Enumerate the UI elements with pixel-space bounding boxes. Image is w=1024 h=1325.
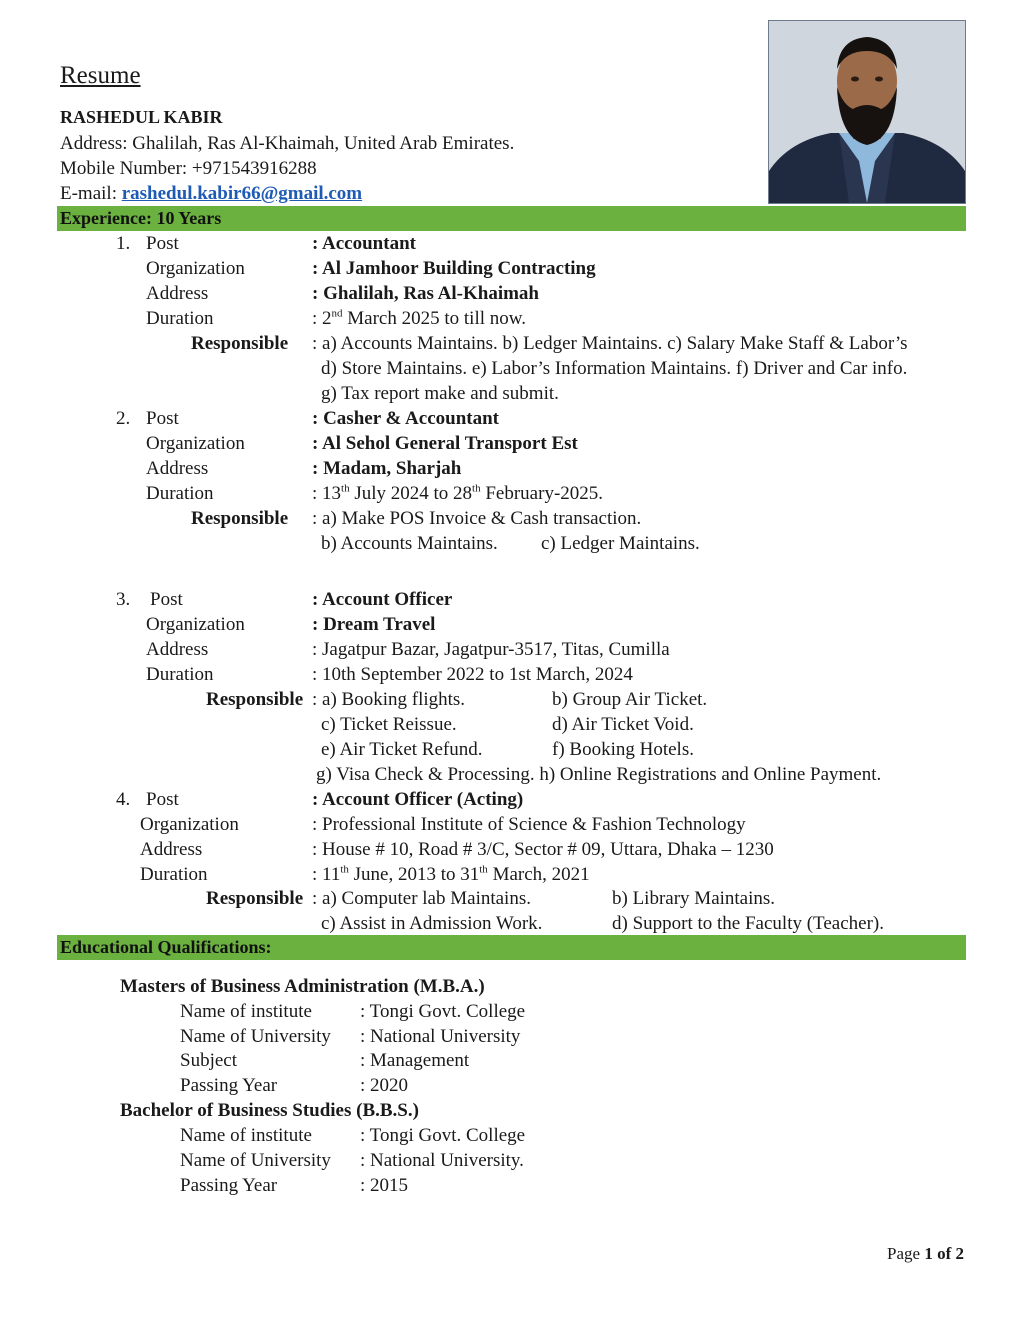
job-post: : Account Officer	[312, 589, 453, 610]
responsibility-line: b) Group Air Ticket.	[552, 689, 708, 710]
job-address: : Jagatpur Bazar, Jagatpur-3517, Titas, Cumilla	[312, 639, 670, 660]
duration-sup: th	[472, 482, 481, 495]
edu-label: Subject	[180, 1050, 237, 1071]
label-post: Post	[150, 589, 183, 610]
job-number: 2.	[116, 408, 131, 429]
label-post: Post	[146, 408, 179, 429]
duration-part: : 13	[312, 483, 342, 504]
page-number	[887, 1244, 964, 1264]
duration-part: July 2024 to 28	[349, 483, 473, 504]
job-post: : Account Officer (Acting)	[312, 789, 524, 810]
responsibility-line: f) Booking Hotels.	[552, 739, 694, 760]
portrait-illustration	[769, 21, 965, 203]
experience-heading-bar	[57, 206, 966, 231]
job-post: : Casher & Accountant	[312, 408, 500, 429]
page-total: 2	[955, 1244, 964, 1263]
edu-value: : 2015	[360, 1175, 409, 1196]
edu-label: Name of institute	[180, 1001, 312, 1022]
edu-label: Name of University	[180, 1150, 331, 1171]
label-responsible: Responsible	[206, 689, 304, 710]
job-address: : Ghalilah, Ras Al-Khaimah	[312, 283, 539, 304]
responsibility-line: b) Accounts Maintains.	[321, 533, 498, 554]
label-responsible: Responsible	[191, 333, 289, 354]
education-heading-bar	[57, 935, 966, 960]
page-current: 1	[924, 1244, 933, 1263]
job-organization: : Al Jamhoor Building Contracting	[312, 258, 596, 279]
edu-value: : National University.	[360, 1150, 524, 1171]
duration-part: : 11	[312, 864, 341, 885]
job-number: 3.	[116, 589, 131, 610]
edu-label: Name of University	[180, 1026, 331, 1047]
contact-address: Address: Ghalilah, Ras Al-Khaimah, United Arab Emirates.	[60, 133, 515, 154]
duration-sup: th	[341, 482, 350, 495]
edu-value: : Tongi Govt. College	[360, 1001, 526, 1022]
responsibility-line: g) Tax report make and submit.	[321, 383, 559, 404]
job-organization: : Dream Travel	[312, 614, 436, 635]
responsibility-line: : a) Accounts Maintains. b) Ledger Maintains. c) Salary Make Staff & Labor’s	[312, 333, 908, 354]
job-number: 1.	[116, 233, 131, 254]
responsibility-line: d) Air Ticket Void.	[552, 714, 694, 735]
responsibility-line: b) Library Maintains.	[612, 888, 776, 909]
label-address: Address	[146, 283, 209, 304]
duration-part: : 2	[312, 308, 332, 329]
job-organization: : Professional Institute of Science & Fashion Technology	[312, 814, 746, 835]
job-duration: : 10th September 2022 to 1st March, 2024	[312, 664, 633, 685]
label-duration: Duration	[140, 864, 208, 885]
job-duration	[312, 862, 590, 887]
degree-title: Bachelor of Business Studies (B.B.S.)	[120, 1100, 419, 1121]
responsibility-line: : a) Make POS Invoice & Cash transaction.	[312, 508, 642, 529]
duration-sup: th	[479, 863, 488, 876]
email-label: E-mail:	[60, 183, 122, 204]
degree-title: Masters of Business Administration (M.B.A.)	[120, 976, 485, 997]
resume-title: Resume	[60, 62, 141, 89]
job-organization: : Al Sehol General Transport Est	[312, 433, 578, 454]
responsibility-line: c) Ticket Reissue.	[321, 714, 457, 735]
responsibility-line: : a) Computer lab Maintains.	[312, 888, 531, 909]
responsibility-line: : a) Booking flights.	[312, 689, 466, 710]
label-duration: Duration	[146, 664, 214, 685]
label-organization: Organization	[140, 814, 239, 835]
label-address: Address	[140, 839, 203, 860]
responsibility-line: d) Store Maintains. e) Labor’s Information Maintains. f) Driver and Car info.	[321, 358, 908, 379]
responsibility-line: c) Assist in Admission Work.	[321, 913, 543, 934]
edu-label: Passing Year	[180, 1075, 278, 1096]
label-responsible: Responsible	[191, 508, 289, 529]
job-post: : Accountant	[312, 233, 416, 254]
responsibility-line: e) Air Ticket Refund.	[321, 739, 483, 760]
job-address: : Madam, Sharjah	[312, 458, 462, 479]
profile-photo	[768, 20, 966, 204]
label-responsible: Responsible	[206, 888, 304, 909]
edu-label: Passing Year	[180, 1175, 278, 1196]
edu-value: : Tongi Govt. College	[360, 1125, 526, 1146]
candidate-name: RASHEDUL KABIR	[60, 107, 223, 127]
contact-email	[60, 181, 362, 206]
label-organization: Organization	[146, 433, 245, 454]
responsibility-line: c) Ledger Maintains.	[541, 533, 700, 554]
job-address: : House # 10, Road # 3/C, Sector # 09, Uttara, Dhaka – 1230	[312, 839, 774, 860]
duration-part: February-2025.	[480, 483, 604, 504]
responsibility-line: d) Support to the Faculty (Teacher).	[612, 913, 884, 934]
duration-part: March, 2021	[487, 864, 590, 885]
label-organization: Organization	[146, 614, 245, 635]
job-duration	[312, 306, 526, 331]
education-heading: Educational Qualifications:	[60, 937, 272, 957]
responsibility-line: g) Visa Check & Processing. h) Online Registrations and Online Payment.	[316, 764, 882, 785]
contact-mobile: Mobile Number: +971543916288	[60, 158, 317, 179]
page-prefix: Page	[887, 1244, 925, 1263]
duration-part: June, 2013 to 31	[348, 864, 480, 885]
job-duration	[312, 481, 603, 506]
page-of: of	[932, 1244, 956, 1263]
duration-sup: th	[340, 863, 349, 876]
label-post: Post	[146, 789, 179, 810]
edu-value: : National University	[360, 1026, 521, 1047]
label-address: Address	[146, 458, 209, 479]
label-organization: Organization	[146, 258, 245, 279]
duration-sup: nd	[331, 307, 343, 320]
label-address: Address	[146, 639, 209, 660]
duration-part: March 2025 to till now.	[342, 308, 526, 329]
email-link[interactable]: rashedul.kabir66@gmail.com	[121, 183, 363, 204]
edu-value: : Management	[360, 1050, 470, 1071]
label-duration: Duration	[146, 308, 214, 329]
label-duration: Duration	[146, 483, 214, 504]
experience-heading: Experience: 10 Years	[60, 208, 222, 228]
edu-label: Name of institute	[180, 1125, 312, 1146]
job-number: 4.	[116, 789, 131, 810]
edu-value: : 2020	[360, 1075, 409, 1096]
label-post: Post	[146, 233, 179, 254]
